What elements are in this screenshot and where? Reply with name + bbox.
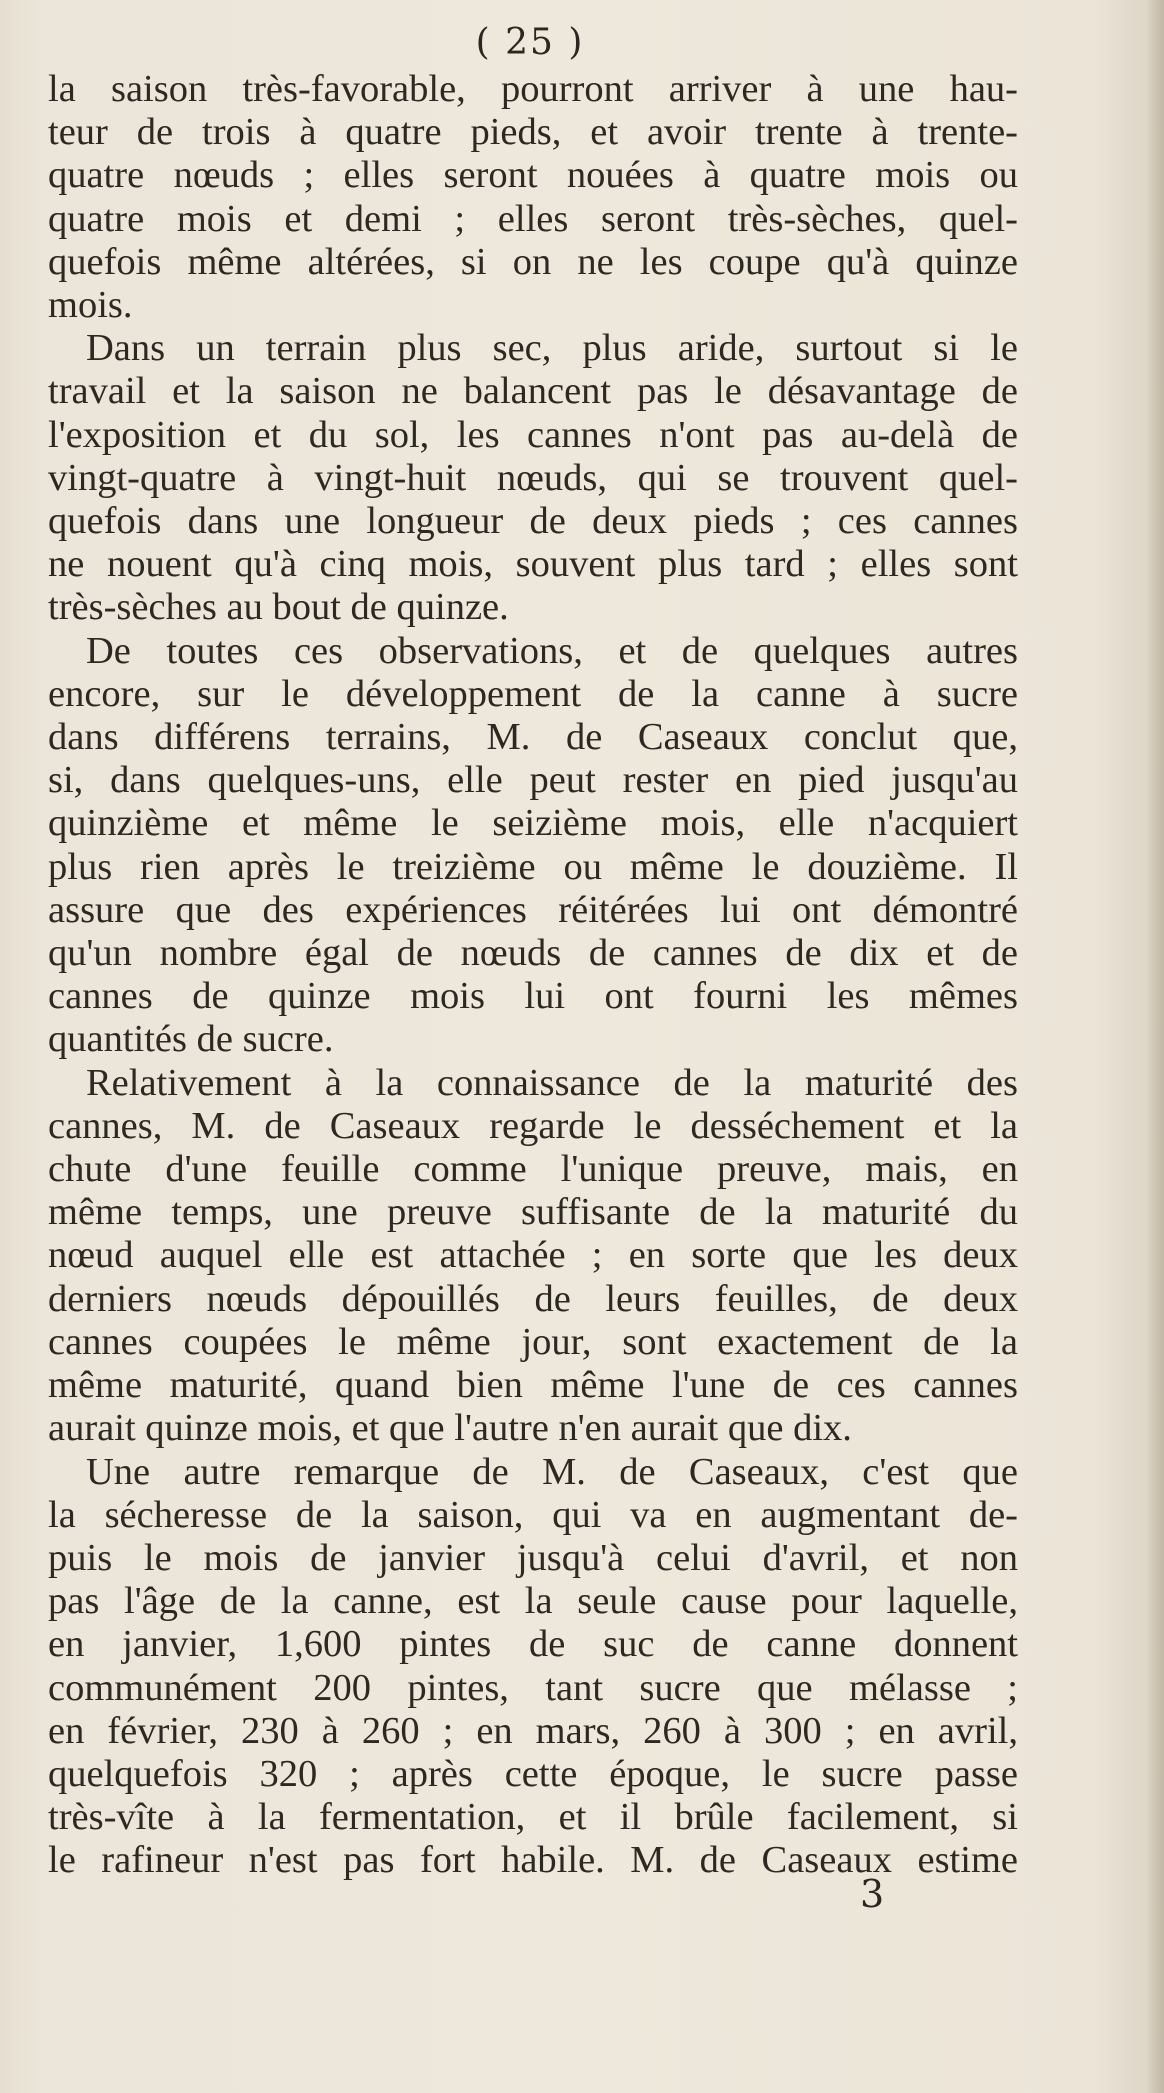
text-line: l'exposition et du sol, les cannes n'ont pas au-delà de (48, 413, 1018, 456)
text-line: pas l'âge de la canne, est la seule cause pour laquelle, (48, 1580, 1018, 1623)
text-line: en janvier, 1,600 pintes de suc de canne donnent (48, 1623, 1018, 1666)
text-line: aurait quinze mois, et que l'autre n'en aurait que dix. (48, 1407, 852, 1450)
page-edge-shadow (1146, 0, 1164, 2093)
text-line: même maturité, quand bien même l'une de ces cannes (48, 1364, 1018, 1407)
text-line: Une autre remarque de M. de Caseaux, c'est que (86, 1450, 1018, 1493)
text-line: mois. (48, 284, 133, 327)
text-line: travail et la saison ne balancent pas le désavantage de (48, 370, 1018, 413)
text-line: chute d'une feuille comme l'unique preuve, mais, en (48, 1148, 1018, 1191)
text-line: la sécheresse de la saison, qui va en augmentant de- (48, 1493, 1018, 1536)
text-line: cannes, M. de Caseaux regarde le desséchement et la (48, 1104, 1018, 1147)
text-line: quefois même altérées, si on ne les coupe qu'à quinze (48, 240, 1018, 283)
text-line: cannes de quinze mois lui ont fourni les mêmes (48, 975, 1018, 1018)
text-line: Dans un terrain plus sec, plus aride, surtout si le (86, 327, 1018, 370)
text-line: même temps, une preuve suffisante de la maturité du (48, 1191, 1018, 1234)
page-number: ( 25 ) (475, 22, 585, 63)
text-line: quinzième et même le seizième mois, elle n'acquiert (48, 802, 1018, 845)
body-text (48, 68, 1018, 1883)
text-line: puis le mois de janvier jusqu'à celui d'avril, et non (48, 1536, 1018, 1579)
text-line: quantités de sucre. (48, 1018, 334, 1061)
text-line: teur de trois à quatre pieds, et avoir trente à trente- (48, 111, 1018, 154)
text-line: quelquefois 320 ; après cette époque, le sucre passe (48, 1752, 1018, 1795)
text-line: communément 200 pintes, tant sucre que mélasse ; (48, 1666, 1018, 1709)
text-line: très-sèches au bout de quinze. (48, 586, 509, 629)
text-line: ne nouent qu'à cinq mois, souvent plus tard ; elles sont (48, 543, 1018, 586)
text-line: encore, sur le développement de la canne à sucre (48, 672, 1018, 715)
text-line: en février, 230 à 260 ; en mars, 260 à 300 ; en avril, (48, 1709, 1018, 1752)
text-line: dans différens terrains, M. de Caseaux conclut que, (48, 716, 1018, 759)
text-line: assure que des expériences réitérées lui ont démontré (48, 888, 1018, 931)
signature-mark: 3 (860, 1872, 885, 1916)
text-line: le rafineur n'est pas fort habile. M. de Caseaux estime (48, 1839, 1018, 1882)
text-line: plus rien après le treizième ou même le douzième. Il (48, 845, 1018, 888)
text-line: derniers nœuds dépouillés de leurs feuilles, de deux (48, 1277, 1018, 1320)
text-line: si, dans quelques-uns, elle peut rester en pied jusqu'au (48, 759, 1018, 802)
text-line: la saison très-favorable, pourront arriver à une hau- (48, 68, 1018, 110)
text-line: quatre mois et demi ; elles seront très-sèches, quel- (48, 197, 1018, 240)
text-line: cannes coupées le même jour, sont exactement de la (48, 1320, 1018, 1363)
text-line: vingt-quatre à vingt-huit nœuds, qui se trouvent quel- (48, 456, 1018, 499)
text-line: nœud auquel elle est attachée ; en sorte que les deux (48, 1234, 1018, 1277)
text-line: Relativement à la connaissance de la maturité des (86, 1061, 1018, 1104)
text-line: très-vîte à la fermentation, et il brûle facilement, si (48, 1796, 1018, 1839)
text-line: quatre nœuds ; elles seront nouées à quatre mois ou (48, 154, 1018, 197)
text-line: quefois dans une longueur de deux pieds ; ces cannes (48, 500, 1018, 543)
text-line: qu'un nombre égal de nœuds de cannes de dix et de (48, 932, 1018, 975)
text-line: De toutes ces observations, et de quelques autres (86, 629, 1018, 672)
